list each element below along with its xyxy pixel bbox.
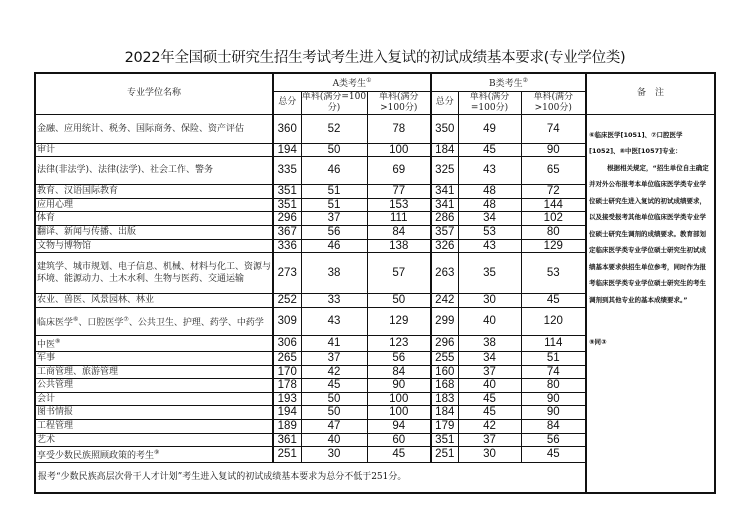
degree-name [35,433,273,446]
score-a-total: 351 [273,198,301,211]
score-b-single-over100: 80 [521,225,586,239]
score-a-single-over100: 100 [367,143,431,156]
score-a-total: 309 [273,307,301,335]
remarks-line1: ⑥临床医学[1051]、⑦口腔医学[1052]、⑧中医[1057]专业： [589,130,683,155]
score-a-total: 351 [273,184,301,198]
score-b-single-over100: 74 [521,365,586,378]
name-text: 应用心理 [37,199,74,210]
score-b-single-over100: 90 [521,392,586,405]
name-text: 翻译、新闻与传播、出版 [37,227,137,237]
remarks-line2: ⑨同③ [589,338,607,346]
score-a-single-over100: 153 [367,198,431,211]
score-b-single-100: 38 [458,335,521,351]
score-a-single-over100: 60 [367,433,431,446]
score-a-single-100: 56 [301,225,367,239]
score-a-single-100: 52 [301,114,367,143]
score-a-total: 335 [273,156,301,184]
score-b-total: 351 [431,433,458,446]
score-b-single-100: 40 [458,378,521,392]
name-text: 艺术 [37,434,56,445]
degree-name [35,156,273,184]
score-b-single-100: 53 [458,225,521,239]
score-a-single-100: 50 [301,143,367,156]
score-a-single-over100: 45 [367,446,431,462]
score-a-single-over100: 77 [367,184,431,198]
score-a-single-100: 50 [301,405,367,419]
score-b-total: 350 [431,114,458,143]
table-row [35,114,715,143]
score-a-total: 170 [273,365,301,378]
score-table [34,72,716,494]
score-a-single-over100: 84 [367,225,431,239]
score-b-single-100: 43 [458,239,521,252]
score-a-single-100: 51 [301,184,367,198]
score-b-single-over100: 90 [521,405,586,419]
score-b-total: 286 [431,211,458,225]
name-text: 体育 [37,213,56,223]
page-title: 2022年全国硕士研究生招生考试考生进入复试的初试成绩基本要求(专业学位类) [124,50,626,66]
score-a-single-100: 47 [301,419,367,433]
score-b-total: 357 [431,225,458,239]
group-a-label: A类考生 [332,78,367,89]
score-b-single-over100: 53 [521,252,586,293]
degree-name [35,184,273,198]
score-b-total: 255 [431,351,458,365]
score-a-total: 361 [273,433,301,446]
score-b-single-100: 49 [458,114,521,143]
score-a-total: 189 [273,419,301,433]
score-a-single-100: 41 [301,335,367,351]
name-text: 农业、兽医、风景园林、林业 [37,295,155,305]
score-b-single-over100: 90 [521,143,586,156]
score-b-single-100: 45 [458,392,521,405]
degree-name [35,252,273,293]
degree-name [35,446,273,462]
score-b-total: 183 [431,392,458,405]
score-b-total: 184 [431,405,458,419]
score-a-single-100: 30 [301,446,367,462]
header-b-single-100: 单科(满分=100分) [458,91,521,114]
score-b-total: 179 [431,419,458,433]
score-b-single-over100: 74 [521,114,586,143]
footnote-mark: ⑦ [123,315,129,323]
score-b-total: 168 [431,378,458,392]
footnote-mark: ⑧ [55,337,61,345]
score-a-total: 367 [273,225,301,239]
score-a-total: 251 [273,446,301,462]
remarks-cell [586,114,715,493]
score-b-single-over100: 102 [521,211,586,225]
score-b-single-100: 37 [458,433,521,446]
score-a-single-100: 37 [301,351,367,365]
score-b-single-over100: 56 [521,433,586,446]
degree-name [35,307,273,335]
score-b-single-over100: 144 [521,198,586,211]
header-a-single-100: 单科(满分=100分) [301,91,367,113]
remarks-body: 根据相关规定，“招生单位自主确定并对外公布报考本单位临床医学类专业学位硕士研究生进入复试的初试成绩要求，以及接受报考其他单位临床医学类专业学位硕士研究生调剂的成绩要求。教育部划定临床医学类专业学位硕士研究生初试成绩基本要求供招生单位参考，同时作为报考临床医学类专业学位硕士研究生的考生调剂到其他专业的基本成绩要求。” [589,163,709,304]
footnote-mark: ⑥ [73,315,79,323]
score-b-single-100: 30 [458,293,521,307]
footnote-mark: ⑨ [154,448,160,456]
score-a-single-100: 51 [301,198,367,211]
score-b-total: 299 [431,307,458,335]
score-b-single-100: 40 [458,307,521,335]
score-a-single-100: 38 [301,252,367,293]
score-a-single-over100: 90 [367,378,431,392]
score-b-single-over100: 114 [521,335,586,351]
name-text: 会计 [37,393,56,404]
name-text: 工商管理、旅游管理 [37,366,119,377]
score-a-single-100: 33 [301,293,367,307]
header-remarks: 备 注 [586,73,715,114]
score-b-total: 251 [431,446,458,462]
score-a-total: 194 [273,405,301,419]
degree-name [35,378,273,392]
score-a-single-over100: 100 [367,392,431,405]
score-a-total: 178 [273,378,301,392]
score-a-single-100: 37 [301,211,367,225]
footer-note: 报考“少数民族高层次骨干人才计划”考生进入复试的初试成绩基本要求为总分不低于251分。 [35,462,586,493]
degree-name [35,143,273,156]
score-a-single-over100: 56 [367,351,431,365]
score-b-total: 326 [431,239,458,252]
score-b-single-over100: 129 [521,239,586,252]
score-b-total: 341 [431,184,458,198]
degree-name [35,392,273,405]
score-a-total: 193 [273,392,301,405]
name-text: 审计 [37,144,56,155]
header-b-single-over100: 单科(满分>100分) [521,91,586,114]
score-a-single-over100: 84 [367,365,431,378]
score-a-single-over100: 100 [367,405,431,419]
score-b-single-100: 34 [458,211,521,225]
group-b-label: B类考生 [489,78,523,89]
name-text: 享受少数民族照顾政策的考生 [37,450,155,461]
score-a-single-over100: 138 [367,239,431,252]
score-b-single-100: 34 [458,351,521,365]
score-a-single-over100: 50 [367,293,431,307]
header-degree-name: 专业学位名称 [35,73,273,114]
score-a-single-over100: 57 [367,252,431,293]
score-a-single-100: 45 [301,378,367,392]
score-a-total: 194 [273,143,301,156]
header-a-single-over100: 单科(满分>100分) [367,91,431,114]
score-a-total: 336 [273,239,301,252]
header-group-b [431,73,586,91]
score-a-single-100: 46 [301,239,367,252]
name-part: 、公共卫生、护理、药学、中药学 [128,317,264,328]
score-a-single-100: 40 [301,433,367,446]
score-a-single-over100: 111 [367,211,431,225]
score-b-single-100: 48 [458,198,521,211]
degree-name [35,365,273,378]
name-part: 、口腔医学 [78,317,124,328]
degree-name [35,239,273,252]
score-b-single-over100: 120 [521,307,586,335]
score-b-single-100: 37 [458,365,521,378]
degree-name [35,419,273,433]
score-b-single-100: 43 [458,156,521,184]
score-b-total: 341 [431,198,458,211]
score-b-single-over100: 84 [521,419,586,433]
name-text: 图书情报 [37,407,74,417]
degree-name [35,114,273,143]
score-a-single-100: 50 [301,392,367,405]
header-a-total: 总分 [273,91,301,114]
score-a-single-over100: 94 [367,419,431,433]
score-b-single-over100: 51 [521,351,586,365]
score-b-single-100: 30 [458,446,521,462]
score-a-total: 265 [273,351,301,365]
score-a-single-100: 46 [301,156,367,184]
name-text: 法律(非法学)、法律(法学)、社会工作、警务 [37,165,214,175]
score-b-total: 242 [431,293,458,307]
name-text: 军事 [37,353,56,363]
score-a-total: 296 [273,211,301,225]
score-a-total: 306 [273,335,301,351]
degree-name [35,405,273,419]
score-b-single-100: 45 [458,405,521,419]
name-text: 教育、汉语国际教育 [37,186,119,196]
score-b-total: 296 [431,335,458,351]
header-b-total: 总分 [431,91,458,114]
degree-name [35,198,273,211]
name-text: 工程管理 [37,421,74,431]
score-b-single-over100: 45 [521,446,586,462]
score-b-single-over100: 80 [521,378,586,392]
name-text: 文物与博物馆 [37,240,92,251]
score-b-single-over100: 65 [521,156,586,184]
score-b-single-100: 45 [458,143,521,156]
degree-name [35,293,273,307]
score-a-single-over100: 123 [367,335,431,351]
degree-name [35,225,273,239]
header-group-a [273,73,431,91]
score-a-single-over100: 129 [367,307,431,335]
score-b-total: 263 [431,252,458,293]
degree-name [35,211,273,225]
score-b-total: 325 [431,156,458,184]
score-a-single-over100: 78 [367,114,431,143]
name-text: 建筑学、城市规划、电子信息、机械、材料与化工、资源与环境、能源动力、土木水利、生物与医药、交通运输 [37,261,272,284]
score-a-single-100: 43 [301,307,367,335]
score-a-single-100: 42 [301,365,367,378]
degree-name [35,351,273,365]
degree-name [35,335,273,351]
score-b-single-100: 42 [458,419,521,433]
score-a-total: 360 [273,114,301,143]
score-a-total: 252 [273,293,301,307]
score-a-total: 273 [273,252,301,293]
name-text: 公共管理 [37,380,74,390]
score-b-single-100: 48 [458,184,521,198]
score-b-total: 184 [431,143,458,156]
score-b-single-over100: 45 [521,293,586,307]
score-b-single-over100: 72 [521,184,586,198]
score-b-total: 160 [431,365,458,378]
group-a-note: ① [366,76,372,84]
name-text: 金融、应用统计、税务、国际商务、保险、资产评估 [37,123,245,134]
score-b-single-100: 35 [458,252,521,293]
score-a-single-over100: 69 [367,156,431,184]
name-part: 临床医学 [37,317,74,328]
name-text: 中医 [37,339,56,350]
group-b-note: ② [522,76,529,84]
